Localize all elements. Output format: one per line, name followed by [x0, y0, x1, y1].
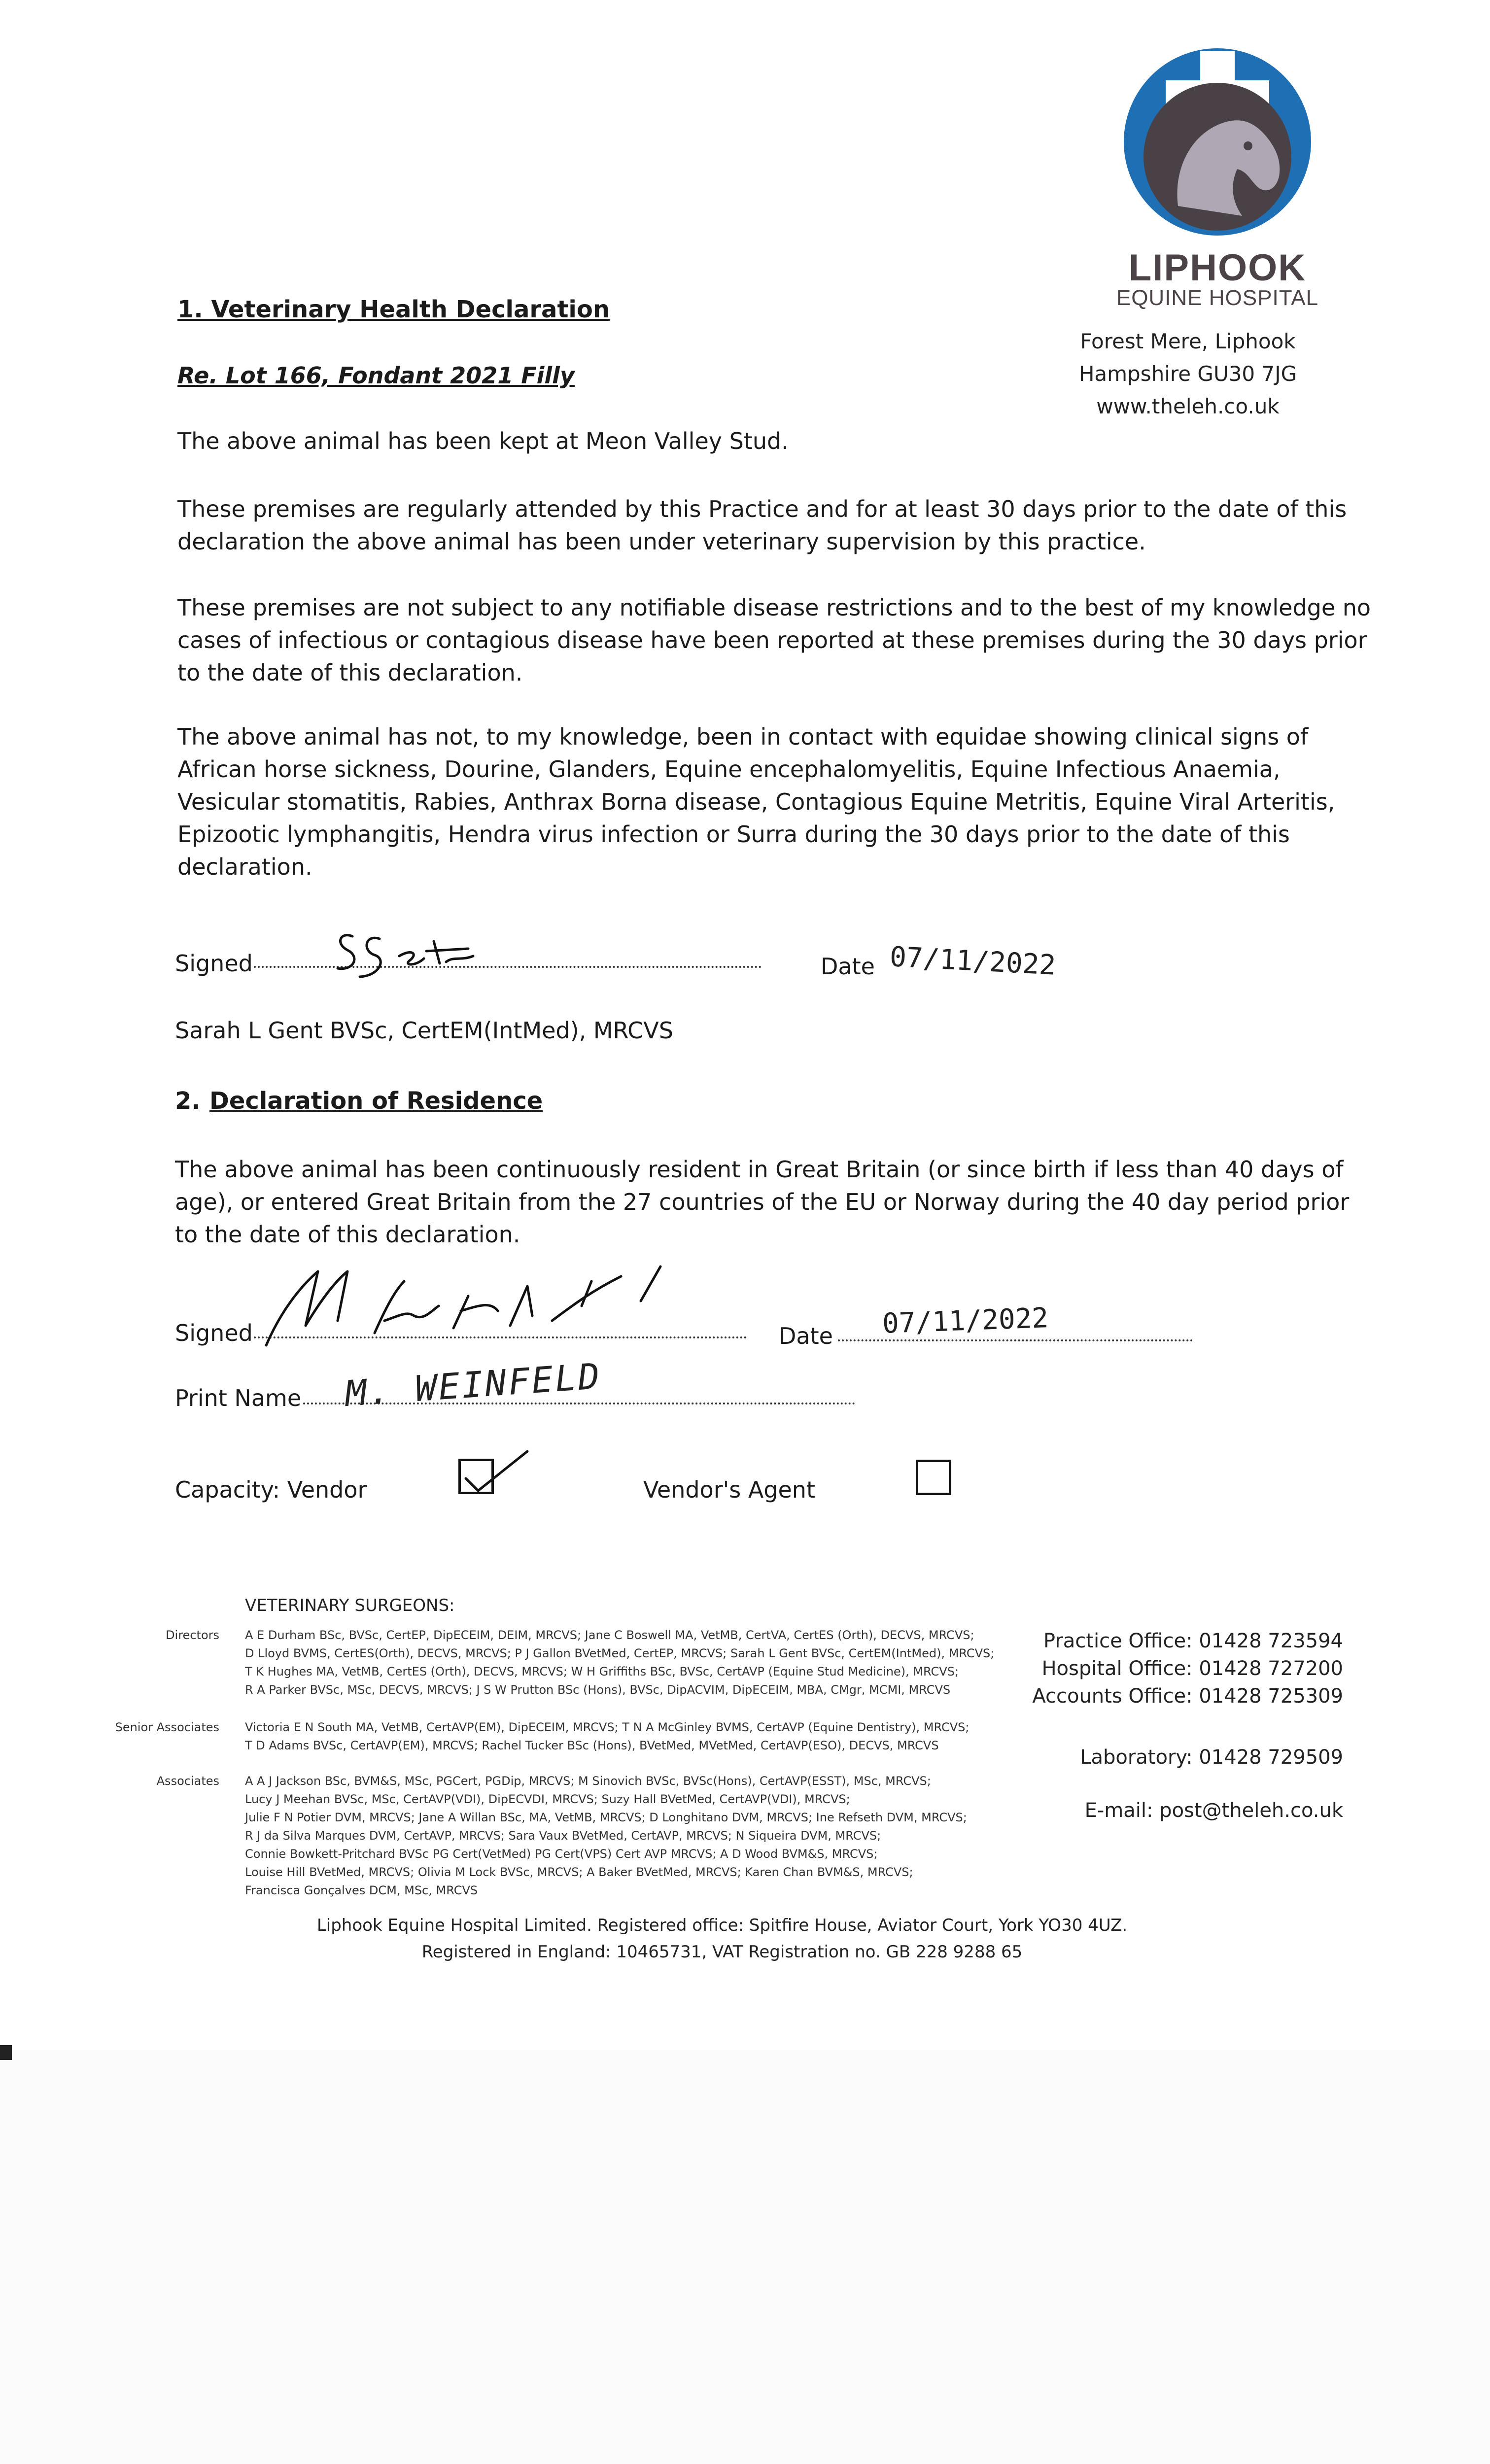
- section1-para-3: These premises are not subject to any notifiable disease restrictions and to the best of my knowledge no cases of infectious or contagious disease have been reported at these premises during the 30 days prior to the date of this declaration.: [177, 594, 1371, 686]
- office-contacts: [1015, 1627, 1343, 1710]
- vet-signatory-name: Sarah L Gent BVSc, CertEM(IntMed), MRCVS: [175, 1017, 673, 1044]
- senior-associates-label: Senior Associates: [115, 1720, 219, 1734]
- vendor-signed-label: Signed: [175, 1320, 253, 1346]
- directors-label: Directors: [166, 1628, 219, 1642]
- associates-list: A A J Jackson BSc, BVM&S, MSc, PGCert, PGDip, MRCVS; M Sinovich BVSc, BVSc(Hons), CertAVP(ESST), MSc, MRCVS; Lucy J Meehan BVSc, MSc, CertAVP(VDI), DipECVDI, MRCVS; Suzy Hall BVetMed, CertAVP(VDI), MRCVS; Julie F N Potier DVM, MRCVS; Jane A Willan BSc, MA, VetMB, MRCVS; D Longhitano DVM, MRCVS; Ine Refseth DVM, MRCVS; R J da Silva Marques DVM, CertAVP, MRCVS; Sara Vaux BVetMed, CertAVP, MRCVS; N Siqueira DVM, MRCVS; Connie Bowkett-Pritchard BVSc PG Cert(VetMed) PG Cert(VPS) Cert AVP MRCVS; A D Wood BVM&S, MRCVS; Louise Hill BVetMed, MRCVS; Olivia M Lock BVSc, MRCVS; A Baker BVetMed, MRCVS; Karen Chan BVM&S, MRCVS; Francisca Gonçalves DCM, MSc, MRCVS: [245, 1774, 967, 1897]
- section2-number: 2.: [175, 1087, 201, 1115]
- section1-heading: 1. Veterinary Health Declaration: [177, 296, 610, 323]
- vet-date-label: Date: [821, 953, 875, 980]
- capacity-vendor-label: Capacity: Vendor: [175, 1476, 367, 1503]
- senior-associates-list: Victoria E N South MA, VetMB, CertAVP(EM), DipECEIM, MRCVS; T N A McGinley BVMS, CertAVP (Equine Dentistry), MRCVS; T D Adams BVSc, CertAVP(EM), MRCVS; Rachel Tucker BSc (Hons), BVetMed, MVetMed, CertAVP(ESO), DECVS, MRCVS: [245, 1720, 970, 1752]
- print-name-value: M. WEINFELD: [344, 1355, 603, 1415]
- laboratory-phone: Laboratory: 01428 729509: [1080, 1746, 1343, 1769]
- section1-para-4: The above animal has not, to my knowledge, been in contact with equidae showing clinical signs of African horse sickness, Dourine, Glanders, Equine encephalomyelitis, Equine Infectious Anaemia, Vesicular stomatitis, Rabies, Anthrax Borna disease, Contagious Equine Metritis, Equine Viral Arteritis, Epizootic lymphangitis, Hendra virus infection or Surra during the 30 days prior to the date of this declaration.: [177, 723, 1335, 880]
- practice-office-phone: Practice Office: 01428 723594: [1043, 1630, 1343, 1652]
- vendor-signature-icon: [237, 1252, 680, 1355]
- horse-logo-icon: [1119, 43, 1316, 240]
- vet-date-value: 07/11/2022: [889, 941, 1057, 982]
- directors-list: A E Durham BSc, BVSc, CertEP, DipECEIM, DEIM, MRCVS; Jane C Boswell MA, VetMB, CertVA, CertES (Orth), DECVS, MRCVS; D Lloyd BVMS, CertES(Orth), DECVS, MRCVS; P J Gallon BVetMed, CertEP, MRCVS; Sarah L Gent BVSc, CertEM(IntMed), MRCVS; T K Hughes MA, VetMB, CertES (Orth), DECVS, MRCVS; W H Griffiths BSc, BVSc, CertAVP (Equine Stud Medicine), MRCVS; R A Parker BVSc, MSc, DECVS, MRCVS; J S W Prutton BSc (Hons), BVSc, DipACVIM, DipECEIM, MBA, CMgr, MCMI, MRCVS: [245, 1628, 995, 1697]
- scan-edge-shadow: [0, 2045, 12, 2060]
- vendor-date-value: 07/11/2022: [881, 1302, 1049, 1340]
- logo-subtitle: EQUINE HOSPITAL: [1116, 286, 1319, 310]
- section1-para-2: These premises are regularly attended by this Practice and for at least 30 days prior to the date of this declaration the above animal has been under veterinary supervision by this practice.: [177, 496, 1347, 555]
- lot-reference: Re. Lot 166, Fondant 2021 Filly: [177, 362, 575, 389]
- print-name-label: Print Name: [175, 1385, 302, 1411]
- scan-lower-margin: [0, 2050, 1490, 2464]
- section1-para-1: The above animal has been kept at Meon Valley Stud.: [177, 428, 789, 454]
- vendor-agent-checkbox[interactable]: [916, 1460, 951, 1495]
- logo-name: LIPHOOK: [1128, 247, 1307, 289]
- section2-heading: Declaration of Residence: [209, 1087, 543, 1115]
- accounts-office-phone: Accounts Office: 01428 725309: [1032, 1685, 1343, 1708]
- vet-signature-icon: [325, 922, 483, 986]
- address-block: [1055, 325, 1321, 423]
- address-line-2: Hampshire GU30 7JG: [1078, 362, 1297, 386]
- vendor-date-label: Date: [779, 1323, 833, 1349]
- vendor-agent-label: Vendor's Agent: [643, 1476, 815, 1503]
- contact-email: E-mail: post@theleh.co.uk: [1084, 1799, 1343, 1822]
- vet-signed-label: Signed: [175, 950, 253, 977]
- hospital-office-phone: Hospital Office: 01428 727200: [1041, 1657, 1343, 1680]
- vendor-date-line: [838, 1339, 1193, 1341]
- associates-label: Associates: [156, 1774, 219, 1788]
- footer-line-1: Liphook Equine Hospital Limited. Registered office: Spitfire House, Aviator Court, York YO30 4UZ.: [316, 1916, 1128, 1935]
- vendor-checkmark-icon: [458, 1444, 537, 1498]
- registered-office-footer: [197, 1912, 1247, 1965]
- address-line-1: Forest Mere, Liphook: [1080, 329, 1296, 353]
- footer-line-2: Registered in England: 10465731, VAT Registration no. GB 228 9288 65: [421, 1942, 1023, 1962]
- surgeons-title: VETERINARY SURGEONS:: [245, 1596, 455, 1615]
- address-website: www.theleh.co.uk: [1096, 394, 1280, 418]
- section2-para: The above animal has been continuously resident in Great Britain (or since birth if less than 40 days of age), or entered Great Britain from the 27 countries of the EU or Norway during the 40 day period prior to the date of this declaration.: [175, 1156, 1350, 1248]
